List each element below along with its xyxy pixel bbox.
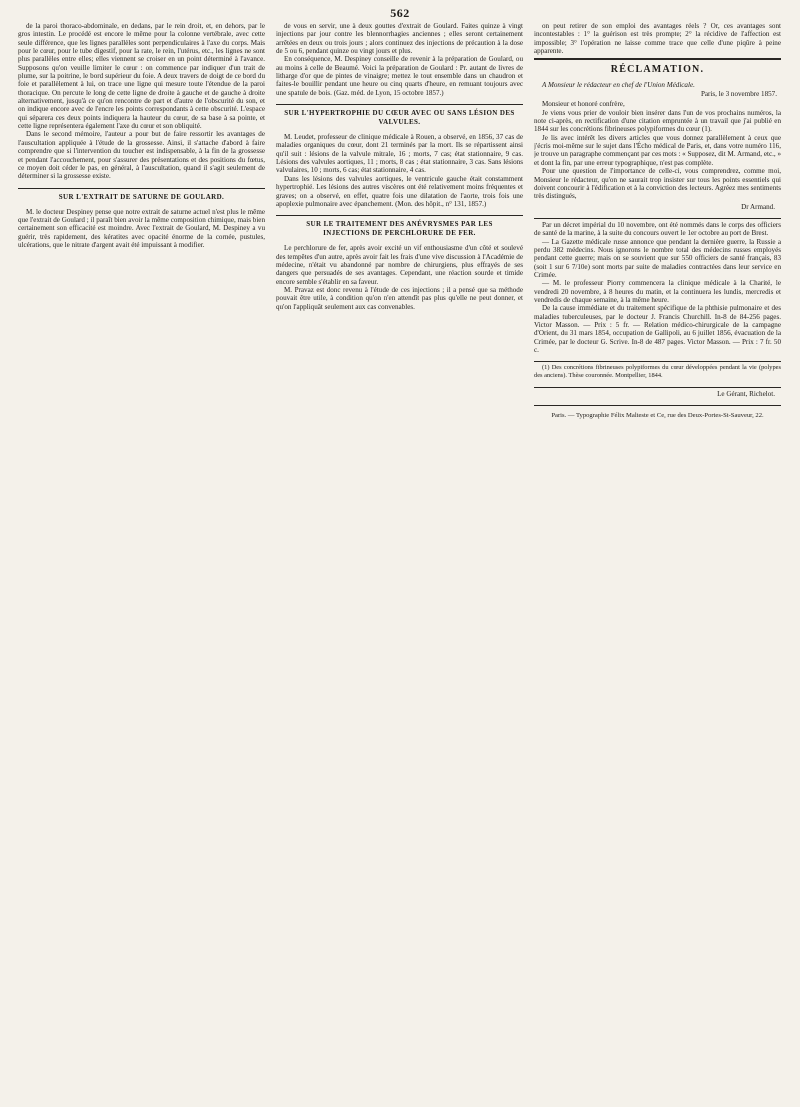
imprint-line: Paris. — Typographie Félix Malteste et Ce, rue des Deux-Portes-St-Sauveur, 22. xyxy=(551,411,764,419)
letter-signature: Dr Armand. xyxy=(741,202,775,211)
footnote-divider xyxy=(534,361,781,362)
column-3 xyxy=(534,22,781,1092)
paragraph: on peut retirer de son emploi des avantages réels ? Or, ces avantages sont incontestables : 1° la guérison est très prompte; 2° la récidive de l'affection est impossible; 3° l'opération ne laisse comme trace que celle d'une piqûre à peine apparente. xyxy=(534,22,781,56)
section-heading: SUR L'EXTRAIT DE SATURNE DE GOULARD. xyxy=(58,192,225,201)
column-1 xyxy=(18,22,265,1092)
paragraph: M. Leudet, professeur de clinique médicale à Rouen, a observé, en 1856, 37 cas de maladies organiques du cœur, dont 21 terminés par la mort. Ils se répartissent ainsi qu'il suit : lésions de la valvule mitrale, 16 ; morts, 7 cas; état stationnaire, 9 cas. Lésions des valvules aortiques, 11 ; morts, 8 cas ; état stationnaire, 3 cas. Sans lésions valvulaires, 10 ; morts, 6 cas; état stationnaire, 4 cas. xyxy=(276,133,523,175)
section-divider xyxy=(534,405,781,406)
section-heading: SUR LE TRAITEMENT DES ANÉVRYSMES PAR LES INJECTIONS DE PERCHLORURE DE FER. xyxy=(306,220,493,238)
paragraph: Le perchlorure de fer, après avoir excité un vif enthousiasme d'un côté et soulevé des tempêtes d'un autre, après avoir fait les frais d'une vive discussion à l'Académie de médecine, n'était vu abandonné par nombre de chirurgiens, plus effrayés de ses dangers que persuadés de ses avantages. Cependant, une réaction sourde et timide encore semble s'établir en sa faveur. xyxy=(276,244,523,286)
book-notices: De la cause immédiate et du traitement spécifique de la phthisie pulmonaire et des maladies tuberculeuses, par le docteur J. Francis Churchill. In-8 de 84-256 pages. Victor Masson. — Prix : 5 fr. — Relation médico-chirurgicale de la campagne d'Orient, du 31 mars 1854, occupation de Gallipoli, au 6 juillet 1856, évacuation de la Crimée, par le docteur G. Scrive. In-8 de 487 pages. Victor Masson. — Prix : 7 fr. 50 c. xyxy=(534,304,781,355)
section-divider xyxy=(534,218,781,219)
column-2 xyxy=(276,22,523,1092)
letter-dateline: Paris, le 3 novembre 1857. xyxy=(700,90,777,99)
page-number: 562 xyxy=(390,6,410,20)
section-divider xyxy=(276,215,523,216)
paragraph: En conséquence, M. Despiney conseille de revenir à la préparation de Goulard, ou au moins à celle de Beaumé. Voici la préparation de Goulard : Pr. autant de livres de litharge d'or que de pintes de vinaigre; mettez le tout ensemble dans un chaudron et faites-le bouillir pendant une heure ou cinq quarts d'heure, en remuant toujours avec une spatule de bois. (Gaz. méd. de Lyon, 15 octobre 1857.) xyxy=(276,55,523,97)
paragraph: Pour une question de l'importance de celle-ci, vous comprendrez, comme moi, Monsieur le rédacteur, qu'on ne saurait trop insister sur tous les points essentiels qui doivent concourir à l'édification et à la conviction des lecteurs. Agréez mes sentiments très distingués, xyxy=(534,167,781,201)
paragraph: Je lis avec intérêt les divers articles que vous donnez parallèlement à ceux que j'écris moi-même sur le sujet dans l'Écho médical de Paris, et, dans votre numéro 116, je trouve un paragraphe commençant par ces mots : « Supposez, dit M. Armand, etc., » et dont la fin, par une erreur typographique, n'est pas complète. xyxy=(534,133,781,167)
letter-addressee: A Monsieur le rédacteur en chef de l'Union Médicale. xyxy=(542,80,695,89)
paragraph: — M. le professeur Piorry commencera la clinique médicale à la Charité, le vendredi 20 novembre, à 8 heures du matin, et la continuera les lundis, mercredis et vendredis de chaque semaine, à la même heure. xyxy=(534,279,781,304)
paragraph: — La Gazette médicale russe annonce que pendant la dernière guerre, la Russie a perdu 382 médecins. Nous ignorons le nombre total des médecins russes employés pendant cette guerre; mais on se souvient que sur 550 officiers de santé français, 83 (soit 1 sur 6 7/10e) sont morts par suite de maladies contractées dans leur service en Crimée. xyxy=(534,237,781,279)
gerant-line: Le Gérant, Richelot. xyxy=(717,389,775,398)
paragraph: Dans les lésions des valvules aortiques, le ventricule gauche était constamment hypertrophié. Les lésions des autres viscères ont été relativement moins fréquentes et graves; on a observé, en effet, quatre fois une dilatation de l'aorte, trois fois une apoplexie pulmonaire avec épanchement. (Mon. des hôpit., n° 131, 1857.) xyxy=(276,174,523,208)
section-divider xyxy=(276,104,523,105)
section-divider xyxy=(534,387,781,388)
section-divider xyxy=(18,188,265,189)
section-heading: RÉCLAMATION. xyxy=(610,64,705,76)
letter-salutation: Monsieur et honoré confrère, xyxy=(542,100,625,109)
paragraph: M. Pravaz est donc revenu à l'étude de ces injections ; il a pensé que sa méthode pouvait être utile, à condition qu'on n'en attendît pas plus qu'elle ne peut donner, et qu'on l'appliquât seulement aux cas convenables. xyxy=(276,285,523,311)
paragraph: de vous en servir, une à deux gouttes d'extrait de Goulard. Faites quinze à vingt injections par jour contre les blennorrhagies anciennes ; elles seront certainement arrêtées en deux ou trois jours ; alors continuez des injections de précaution à la dose de 5 ou 6, pendant quinze ou vingt jours et plus. xyxy=(276,22,523,56)
paragraph: Dans le second mémoire, l'auteur a pour but de faire ressortir les avantages de l'auscultation appliquée à l'étude de la grossesse. Ainsi, il s'attache d'abord à faire comprendre que si l'intervention du toucher est indispensable, à la fin de la grossesse et pendant l'accouchement, pour s'assurer des présentations et des positions du fœtus, ce moyen doit céder le pas, en général, à l'auscultation, quand il s'agit seulement de déterminer si la grossesse existe. xyxy=(18,130,265,181)
paragraph: de la paroi thoraco-abdominale, en dedans, par le rein droit, et, en dehors, par le gros intestin. Le procédé est encore le même pour la colonne vertébrale, avec cette seule différence, que les lignes parallèles sont perpendiculaires à l'axe du corps. Mais pour le cœur, pour le tube digestif, pour la rate, le rein, l'utérus, etc., les lignes ne sont plus parallèles entre elles; elles viennent se croiser en un point déterminé à l'avance. Supposons qu'on veuille limiter le cœur : on commence par indiquer d'un trait de plume, sur la poitrine, le bord supérieur du foie. A deux travers de doigt de ce bord du foie et parallèlement à lui, on trace une ligne qui mesure toute l'étendue de la paroi thoracique. On percute le long de cette ligne de droite à gauche et de gauche à droite alternativement, jusqu'à ce qu'on rencontre de part et d'autre de l'obscurité du son, et on indique encore avec de l'encre les points correspondants à cette obscurité. L'espace qui séparera ces deux points indiquera la hauteur du cœur, de sa base à sa pointe, et cette ligne représentera également l'axe du cœur et son obliquité. xyxy=(18,22,265,131)
paragraph: Par un décret impérial du 10 novembre, ont été nommés dans le corps des officiers de santé de la marine, à la suite du concours ouvert le 1er octobre au port de Brest. xyxy=(534,220,781,238)
section-divider xyxy=(534,58,781,60)
footnote: (1) Des concrétions fibrineuses polypiformes du cœur développées pendant la vie (polypes des anciens). Thèse couronnée. Montpellier, 1844. xyxy=(534,364,781,379)
paragraph: Je viens vous prier de vouloir bien insérer dans l'un de vos prochains numéros, la note ci-après, en rectification d'une citation empruntée à un travail que j'ai publié en 1844 sur les concrétions fibrineuses polypiformes du cœur (1). xyxy=(534,108,781,134)
paragraph: M. le docteur Despiney pense que notre extrait de saturne actuel n'est plus le même que l'extrait de Goulard ; il paraît bien avoir la même composition chimique, mais bien certainement son efficacité est moindre. Avec l'extrait de Goulard, M. Despiney a vu guérir, très rapidement, des kératites avec opacité énorme de la cornée, pustules, ulcérations, que le nitrate d'argent avait été impuissant à modifier. xyxy=(18,207,265,249)
section-heading: SUR L'HYPERTROPHIE DU CŒUR AVEC OU SANS LÉSION DES VALVULES. xyxy=(284,109,515,127)
